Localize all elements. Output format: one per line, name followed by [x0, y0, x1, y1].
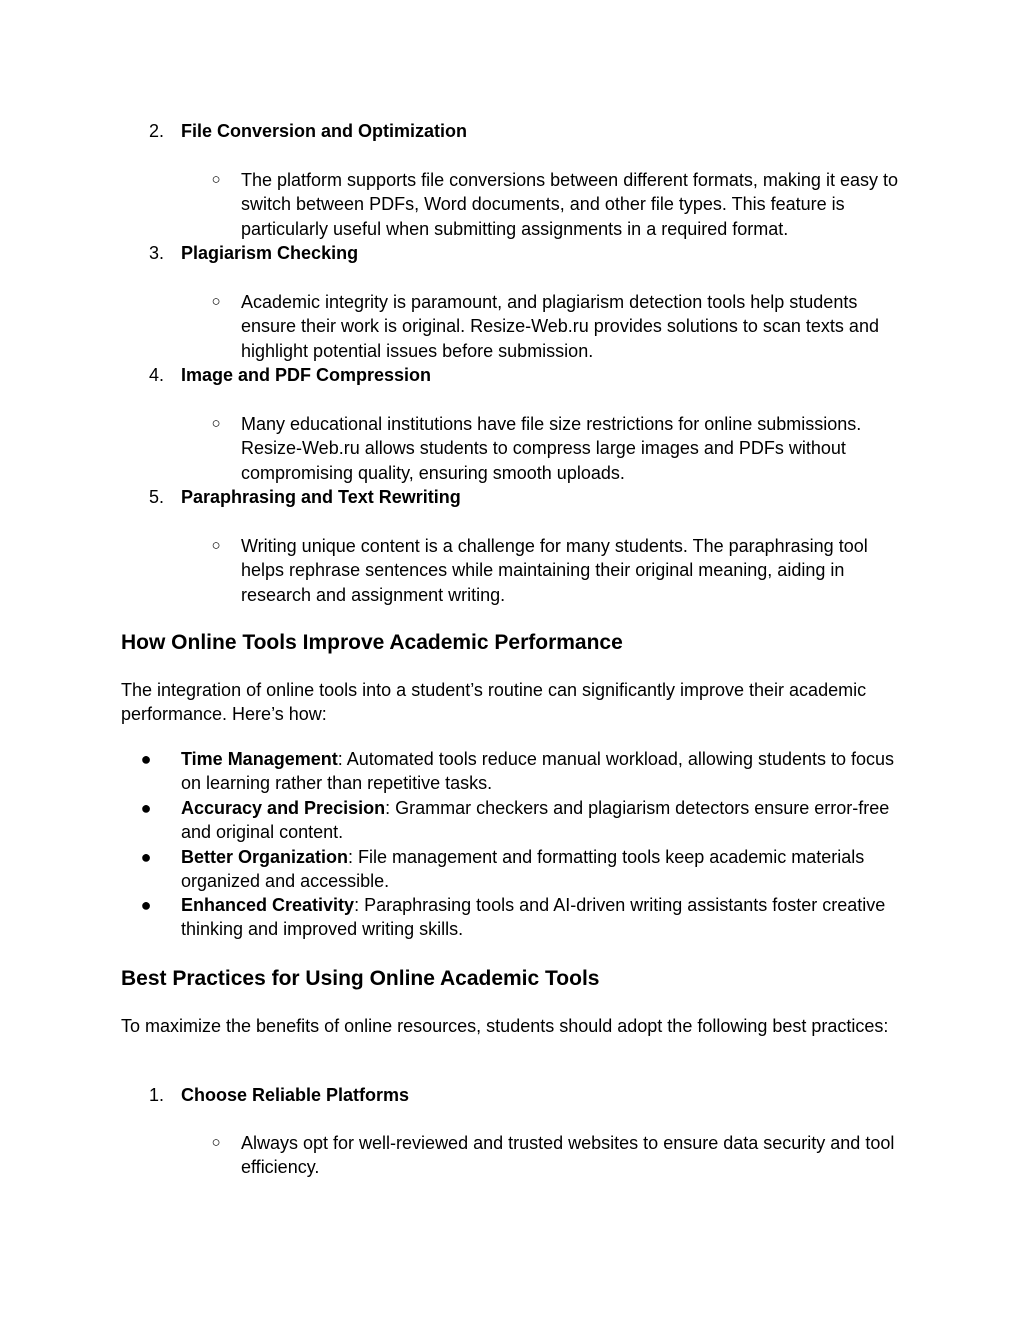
item-title: Paraphrasing and Text Rewriting: [181, 487, 461, 507]
bullet-term: Enhanced Creativity: [181, 895, 355, 915]
bullet-text: [181, 747, 903, 796]
bullet-text: [181, 893, 903, 942]
hollow-circle-icon: ○: [211, 537, 221, 554]
item-title: Choose Reliable Platforms: [181, 1085, 410, 1105]
hollow-circle-icon: ○: [211, 171, 221, 188]
bullet-description: : File management and formatting tools keep academic materials organized and accessible.: [181, 847, 865, 892]
item-detail: The platform supports file conversions between different formats, making it easy to switch between PDFs, Word documents, and other file types. This feature is particularly useful when submitting assignments in a required format.: [241, 170, 898, 239]
hollow-circle-icon: ○: [211, 293, 221, 310]
bullet-description: : Paraphrasing tools and AI-driven writing assistants foster creative thinking and improved writing skills.: [181, 895, 886, 940]
section-intro: The integration of online tools into a student’s routine can significantly improve their academic performance. Here’s how:: [121, 680, 867, 725]
bullet-icon: ●: [140, 847, 152, 867]
item-number: 3.: [149, 243, 165, 263]
item-number: 4.: [149, 365, 165, 385]
bullet-text: [181, 845, 903, 894]
bullet-term: Time Management: [181, 749, 338, 769]
section-intro: To maximize the benefits of online resources, students should adopt the following best practices:: [121, 1016, 889, 1036]
section-heading: How Online Tools Improve Academic Performance: [121, 631, 623, 654]
item-number: 2.: [149, 121, 165, 141]
bullet-icon: ●: [140, 895, 152, 915]
item-number: 5.: [149, 487, 165, 507]
item-number: 1.: [149, 1085, 165, 1105]
bullet-description: : Automated tools reduce manual workload, allowing students to focus on learning rather than repetitive tasks.: [181, 749, 895, 794]
section-heading: Best Practices for Using Online Academic Tools: [121, 967, 600, 990]
item-title: File Conversion and Optimization: [181, 121, 468, 141]
item-detail: Academic integrity is paramount, and plagiarism detection tools help students ensure their work is original. Resize-Web.ru provides solutions to scan texts and highlight potential issues before submission.: [241, 292, 879, 361]
bullet-icon: ●: [140, 798, 152, 818]
bullet-text: [181, 796, 903, 845]
bullet-term: Better Organization: [181, 847, 349, 867]
item-title: Plagiarism Checking: [181, 243, 359, 263]
item-detail: Writing unique content is a challenge for many students. The paraphrasing tool helps rephrase sentences while maintaining their original meaning, aiding in research and assignment writing.: [241, 536, 868, 605]
bullet-term: Accuracy and Precision: [181, 798, 386, 818]
bullet-icon: ●: [140, 749, 152, 769]
bullet-description: : Grammar checkers and plagiarism detectors ensure error-free and original content.: [181, 798, 890, 843]
item-detail: Many educational institutions have file size restrictions for online submissions. Resize-Web.ru allows students to compress large images and PDFs without compromising quality, ensuring smooth uploads.: [241, 414, 862, 483]
item-detail: Always opt for well-reviewed and trusted websites to ensure data security and tool efficiency.: [241, 1133, 895, 1178]
hollow-circle-icon: ○: [211, 415, 221, 432]
item-title: Image and PDF Compression: [181, 365, 432, 385]
hollow-circle-icon: ○: [211, 1134, 221, 1151]
